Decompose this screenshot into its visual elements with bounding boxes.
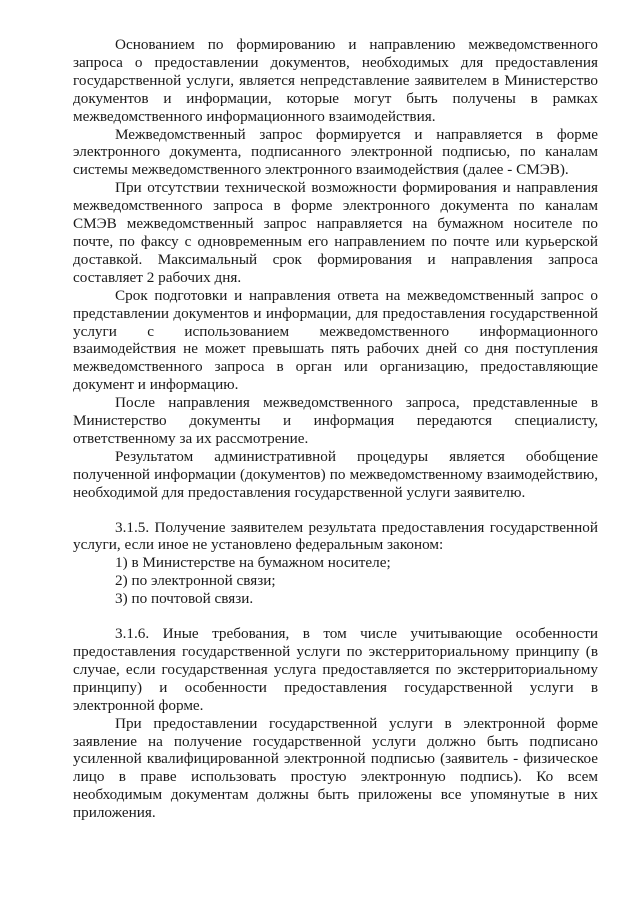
section-315-heading: 3.1.5. Получение заявителем результата предоставления государственной услуги, если иное не установлено федеральным законом: (73, 518, 598, 554)
section-gap (73, 502, 598, 519)
list-item: 3) по почтовой связи. (115, 590, 254, 608)
paragraph-paper-request: При отсутствии технической возможности формирования и направления межведомственного запроса в форме электронного документа по каналам СМЭВ межведомственный запрос направляется на бумажном носителе по почте, по факсу с одновременным его направлением по почте или курьерской доставкой. Максимальный срок формирования и направления запроса составляет 2 рабочих дня. (73, 179, 598, 286)
paragraph-basis: Основанием по формированию и направлению межведомственного запроса о предоставлении документов, необходимых для предоставления государственной услуги, является непредставление заявителем в Министерство документов и информации, которые могут быть получены в рамках межведомственного информационного взаимодействия. (73, 36, 598, 125)
paragraph-electronic-form: При предоставлении государственной услуги в электронной форме заявление на получение государственной услуги должно быть подписано усиленной квалифицированной электронной подписью (заявитель - физическое лицо в праве использовать простую электронную подпись). Ко всем необходимым документам должны быть приложены все упомянутые в них приложения. (73, 714, 598, 822)
list-item: 2) по электронной связи; (115, 572, 276, 590)
paragraph-after-request: После направления межведомственного запроса, представленные в Министерство документы и информация передаются специалисту, ответственному за их рассмотрение. (73, 394, 598, 447)
list-item: 1) в Министерстве на бумажном носителе; (115, 554, 391, 572)
paragraph-response-deadline: Срок подготовки и направления ответа на межведомственный запрос о представлении документов и информации, для предоставления государственной услуги с использованием межведомственного информационного взаимодействия не может превышать пять рабочих дней со дня поступления межведомственного запроса в орган или организацию, предоставляющие документ и информацию. (73, 286, 598, 394)
document-page (73, 36, 598, 822)
paragraph-result: Результатом административной процедуры является обобщение полученной информации (документов) по межведомственному взаимодействию, необходимой для предоставления государственной услуги заявителю. (73, 447, 598, 501)
paragraph-request-format: Межведомственный запрос формируется и направляется в форме электронного документа, подписанного электронной подписью, по каналам системы межведомственного электронного взаимодействия (далее - СМЭВ). (73, 125, 598, 179)
section-gap (73, 608, 598, 625)
section-316-heading: 3.1.6. Иные требования, в том числе учитывающие особенности предоставления государственной услуги по экстерриториальному принципу (в случае, если государственная услуга предоставляется по экстерриториальному принципу) и особенности предоставления государственной услуги в электронной форме. (73, 625, 598, 714)
